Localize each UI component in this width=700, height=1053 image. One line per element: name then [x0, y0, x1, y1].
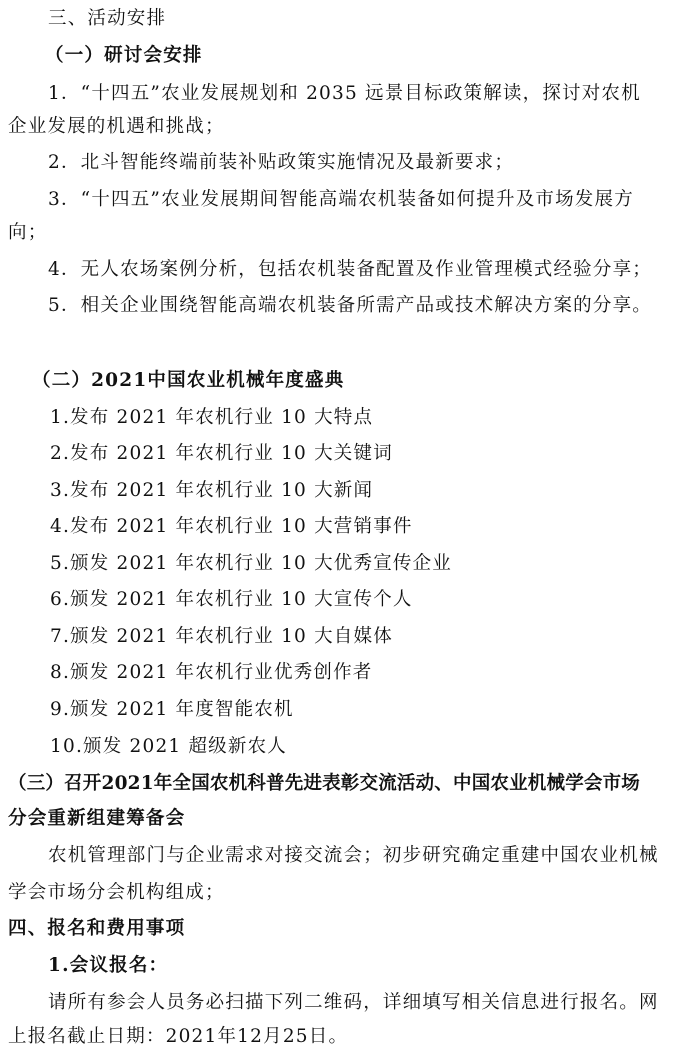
section-3-heading: 三、活动安排	[48, 8, 167, 29]
list-item: 7.颁发 2021 年农机行业 10 大自媒体	[50, 626, 393, 647]
list-item: 8.颁发 2021 年农机行业优秀创作者	[50, 662, 373, 683]
list-item: 5.颁发 2021 年农机行业 10 大优秀宣传企业	[50, 553, 452, 574]
section-4-heading: 四、报名和费用事项	[8, 918, 186, 939]
subsection-3-heading: （三）召开2021年全国农机科普先进表彰交流活动、中国农业机械学会市场	[8, 773, 640, 794]
subsection-1-heading: （一）研讨会安排	[45, 45, 203, 66]
item-heading: 1.会议报名：	[48, 955, 169, 976]
paragraph-line: 上报名截止日期：2021年12月25日。	[8, 1026, 349, 1047]
list-item-continuation: 向；	[8, 222, 48, 243]
list-item: 6.颁发 2021 年农机行业 10 大宣传个人	[50, 589, 413, 610]
paragraph-line: 请所有参会人员务必扫描下列二维码，详细填写相关信息进行报名。网	[48, 992, 659, 1013]
list-item: 3．“十四五”农业发展期间智能高端农机装备如何提升及市场发展方	[48, 189, 634, 210]
list-item: 3.发布 2021 年农机行业 10 大新闻	[50, 480, 374, 501]
list-item-continuation: 企业发展的机遇和挑战；	[8, 116, 225, 137]
paragraph-line: 学会市场分会机构组成；	[8, 882, 225, 903]
list-item: 9.颁发 2021 年度智能农机	[50, 699, 294, 720]
list-item: 2.发布 2021 年农机行业 10 大关键词	[50, 443, 393, 464]
subsection-3-heading-continuation: 分会重新组建筹备会	[8, 808, 186, 829]
list-item: 10.颁发 2021 超级新农人	[50, 736, 287, 757]
paragraph-line: 农机管理部门与企业需求对接交流会；初步研究确定重建中国农业机械	[48, 845, 659, 866]
list-item: 4．无人农场案例分析，包括农机装备配置及作业管理模式经验分享；	[48, 259, 652, 280]
list-item: 2．北斗智能终端前装补贴政策实施情况及最新要求；	[48, 152, 515, 173]
list-item: 1．“十四五”农业发展规划和 2035 远景目标政策解读，探讨对农机	[48, 83, 641, 104]
subsection-2-heading: （二）2021中国农业机械年度盛典	[32, 370, 345, 391]
list-item: 4.发布 2021 年农机行业 10 大营销事件	[50, 516, 413, 537]
list-item: 5．相关企业围绕智能高端农机装备所需产品或技术解决方案的分享。	[48, 295, 652, 316]
list-item: 1.发布 2021 年农机行业 10 大特点	[50, 407, 374, 428]
